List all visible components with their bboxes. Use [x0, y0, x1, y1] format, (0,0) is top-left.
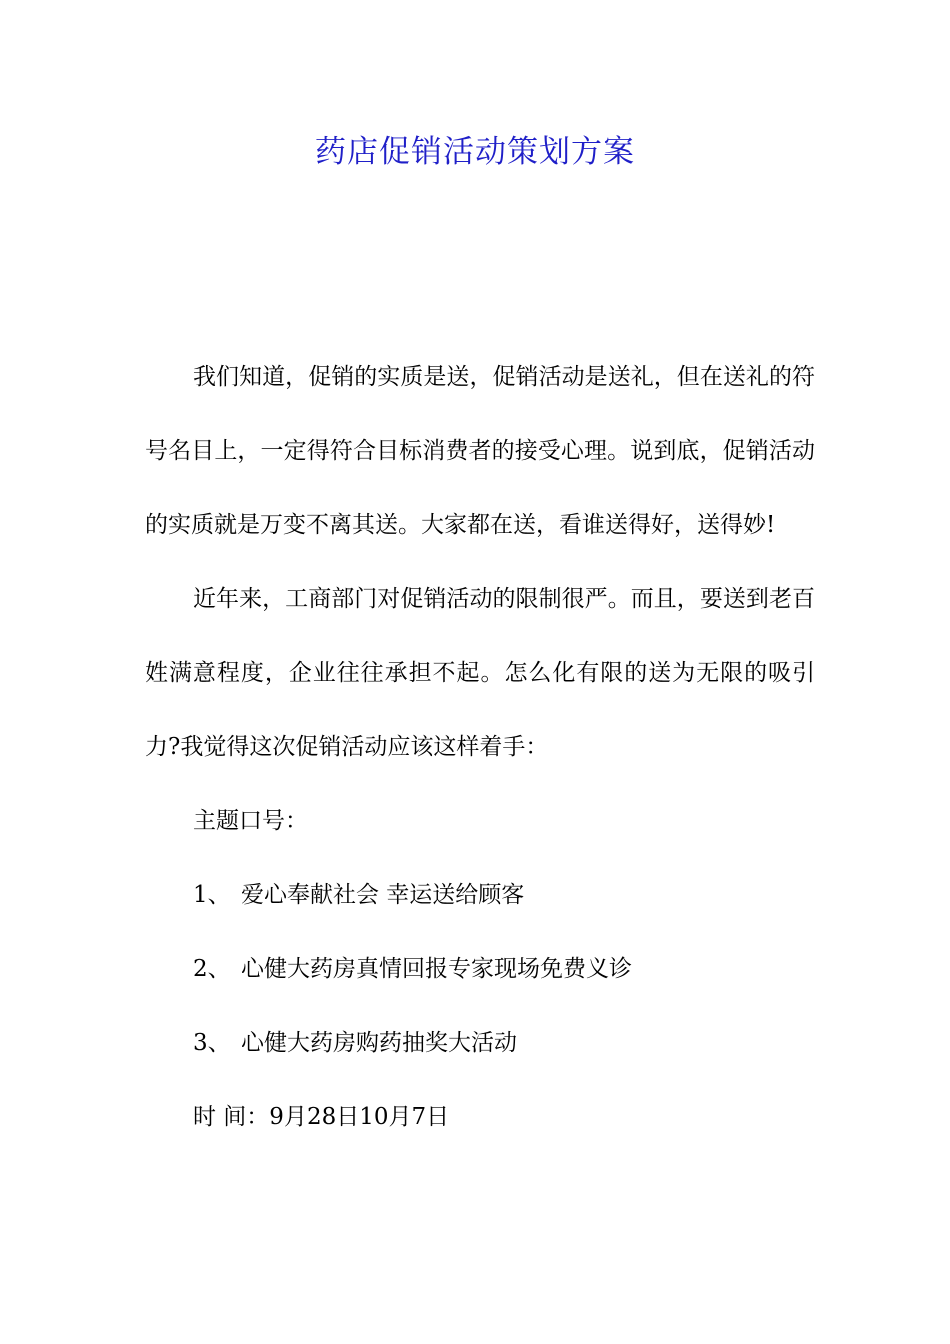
time-line: 时 间：9月28日10月7日	[193, 1104, 450, 1130]
slogan-item	[145, 858, 815, 932]
slogan-text: 爱心奉献社会 幸运送给顾客	[241, 882, 525, 908]
paragraph-intro: 我们知道，促销的实质是送，促销活动是送礼，但在送礼的符号名目上，一定得符合目标消费者的接受心理。说到底，促销活动的实质就是万变不离其送。大家都在送，看谁送得好，送得妙!	[145, 364, 815, 538]
slogan-number: 1、	[193, 882, 231, 908]
document-title: 药店促销活动策划方案	[315, 134, 635, 170]
slogan-text: 心健大药房购药抽奖大活动	[241, 1030, 517, 1056]
slogan-number: 3、	[193, 1030, 231, 1056]
slogan-text: 心健大药房真情回报专家现场免费义诊	[241, 956, 632, 982]
slogan-number: 2、	[193, 956, 231, 982]
theme-label: 主题口号：	[193, 808, 308, 834]
paragraph-approach: 近年来，工商部门对促销活动的限制很严。而且，要送到老百姓满意程度，企业往往承担不起。怎么化有限的送为无限的吸引力?我觉得这次促销活动应该这样着手：	[145, 586, 815, 760]
slogan-item	[145, 932, 815, 1006]
slogan-item	[145, 1006, 815, 1080]
document-body	[145, 340, 815, 1154]
